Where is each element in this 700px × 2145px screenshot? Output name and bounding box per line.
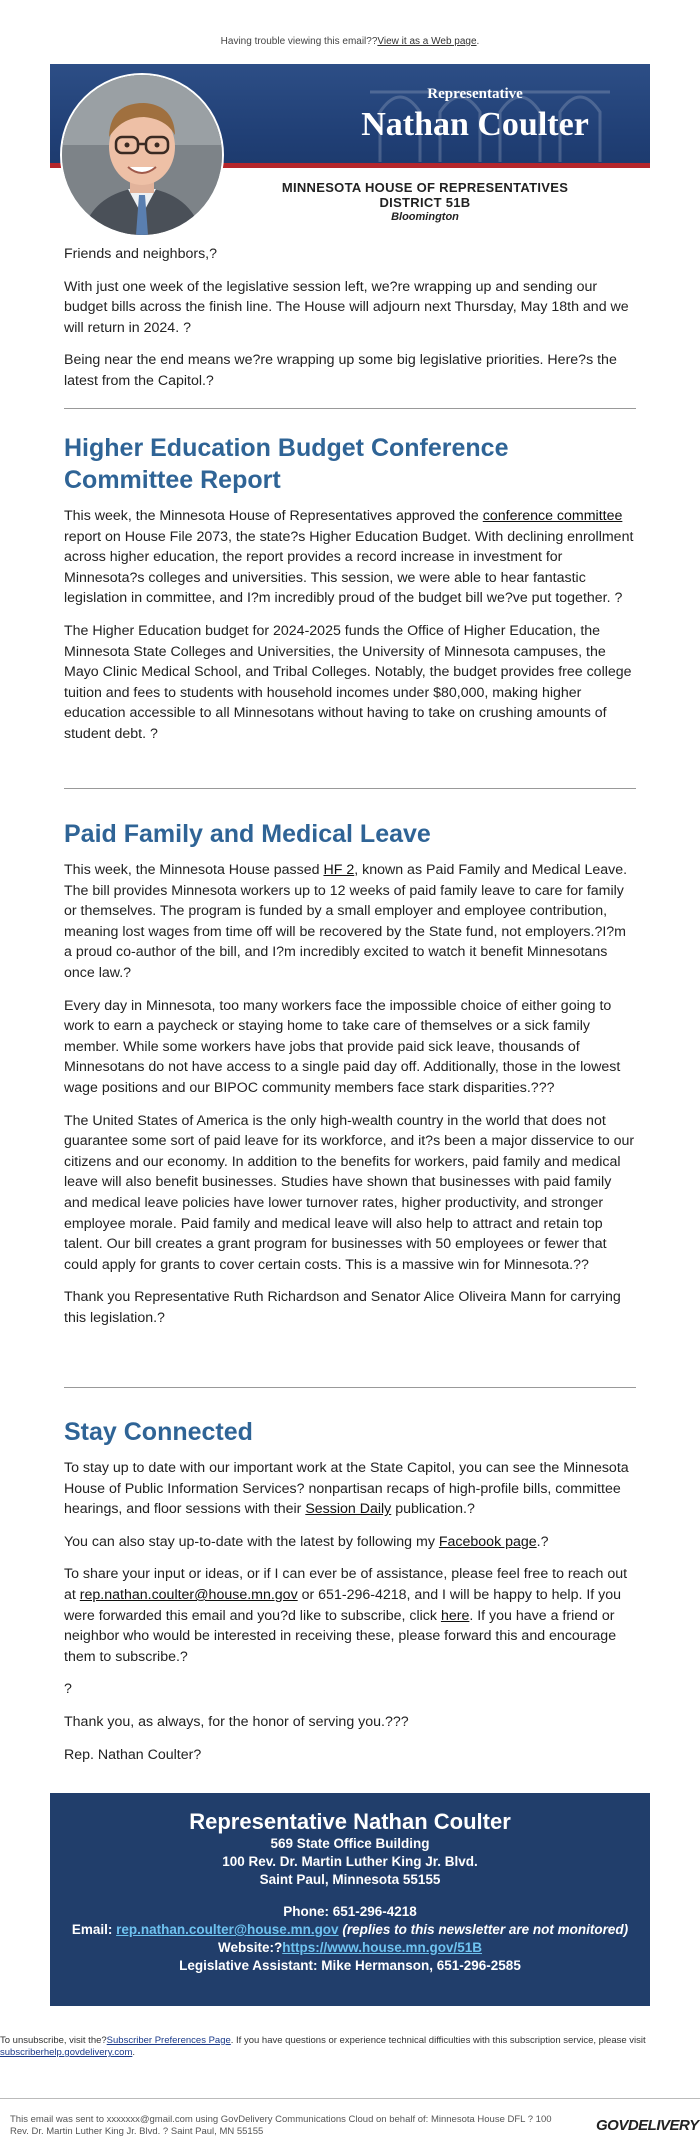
- govdelivery-logo[interactable]: GOVDELIVERY: [596, 2117, 699, 2134]
- subscriber-help-link[interactable]: subscriberhelp.govdelivery.com: [0, 2047, 133, 2058]
- subscriber-preferences-link[interactable]: Subscriber Preferences Page: [106, 2035, 231, 2046]
- sent-to-note: This email was sent to xxxxxxx@gmail.com using GovDelivery Communications Cloud on behalf of: Minnesota House DFL ? 100 Rev. Dr. Martin Luther King Jr. Blvd. ? Saint Paul, MN 55155: [10, 2114, 552, 2137]
- footer-address-2: 100 Rev. Dr. Martin Luther King Jr. Blvd.: [222, 1854, 478, 1869]
- view-online-suffix: .: [476, 36, 480, 47]
- section-title-paid-leave: Paid Family and Medical Leave: [64, 820, 431, 848]
- house-title: MINNESOTA HOUSE OF REPRESENTATIVES: [281, 180, 569, 195]
- session-daily-link[interactable]: Session Daily: [305, 1501, 392, 1518]
- higher-ed-section: [64, 432, 636, 757]
- intro-paragraph-1: With just one week of the legislative session left, we?re wrapping up and sending our budget bills across the finish line. The House will adjourn next Thursday, May 18th and we will return in 2024. ?: [64, 278, 629, 336]
- footer-website-line: Website:?https://www.house.mn.gov/51B: [217, 1940, 483, 1955]
- view-online-note: [0, 36, 700, 47]
- divider: [64, 788, 636, 789]
- divider: [64, 1387, 636, 1388]
- signature: Rep. Nathan Coulter?: [64, 1746, 202, 1763]
- stay-connected-paragraph-4: ?: [64, 1681, 72, 1698]
- representative-label: Representative: [427, 86, 523, 102]
- footer-email-link[interactable]: rep.nathan.coulter@house.mn.gov: [116, 1922, 339, 1937]
- hf2-link[interactable]: HF 2: [323, 862, 355, 878]
- section-title-higher-ed: Higher Education Budget Conference Committee Report: [64, 434, 509, 494]
- paid-leave-paragraph-3: The United States of America is the only high-wealth country in the world that does not guarantee some sort of paid leave for its workforce, and it?s been a major disservice to our citizens and our economy. In addition to the benefits for workers, paid family and medical leave will also benefit businesses. Studies have shown that businesses with paid family and medical leave policies have lower turnover rates, higher productivity, and stronger employee morale. Paid family and medical leave will also help to attract and retain top talent. Our bill creates a grant program for businesses with 50 employees or fewer that could apply for grants to cover certain costs. This is a massive win for Minnesota.??: [64, 1112, 635, 1273]
- intro-paragraph-2: Being near the end means we?re wrapping up some big legislative priorities. Here?s the latest from the Capitol.?: [64, 352, 617, 389]
- footer-website-link[interactable]: https://www.house.mn.gov/51B: [282, 1940, 483, 1955]
- footer-divider: [0, 2098, 700, 2099]
- closing-thanks: Thank you, as always, for the honor of serving you.???: [64, 1713, 409, 1730]
- conference-committee-link[interactable]: conference committee: [482, 508, 623, 524]
- paid-leave-paragraph-1: This week, the Minnesota House passed HF 2, known as Paid Family and Medical Leave. The bill provides Minnesota workers up to 12 weeks of paid family leave to care for family or themselves. The program is funded by a small employer and employee contribution, meaning lost wages from time off will be recovered by the State fund, not employers.?I?m a proud co-author of the bill, and I?m incredibly excited to watch it benefit Minnesotans once law.?: [64, 862, 628, 981]
- view-web-page-link[interactable]: View it as a Web page: [377, 36, 477, 47]
- contact-footer: [50, 1793, 650, 2006]
- subscribe-here-link[interactable]: here: [440, 1607, 470, 1624]
- unsubscribe-note: To unsubscribe, visit the?Subscriber Preferences Page. If you have questions or experience technical difficulties with this subscription service, please visit subscriberhelp.govdelivery.com.: [0, 2035, 646, 2058]
- divider: [64, 408, 636, 409]
- footer-email-line: Email: rep.nathan.coulter@house.mn.gov (replies to this newsletter are not monitored): [71, 1922, 629, 1937]
- view-online-text: Having trouble viewing this email??: [220, 36, 378, 47]
- contact-email-link[interactable]: rep.nathan.coulter@house.mn.gov: [79, 1586, 298, 1603]
- facebook-page-link[interactable]: Facebook page: [438, 1533, 537, 1550]
- footer-address-1: 569 State Office Building: [270, 1836, 430, 1851]
- footer-phone: Phone: 651-296-4218: [283, 1904, 417, 1919]
- stay-connected-paragraph-2: You can also stay up-to-date with the latest by following my Facebook page.?: [64, 1533, 549, 1550]
- footer-name: Representative Nathan Coulter: [189, 1809, 511, 1834]
- intro-section: [64, 244, 636, 404]
- paid-leave-paragraph-4: Thank you Representative Ruth Richardson and Senator Alice Oliveira Mann for carrying this legislation.?: [64, 1289, 621, 1326]
- stay-connected-paragraph-3: To share your input or ideas, or if I can ever be of assistance, please feel free to reach out at rep.nathan.coulter@house.mn.gov or 651-296-4218, and I will be happy to help. If you were forwarded this email and you?d like to subscribe, click here. If you have a friend or neighbor who would be interested in receiving these, please forward this and encourage them to subscribe.?: [64, 1566, 628, 1665]
- footer-assistant: Legislative Assistant: Mike Hermanson, 651-296-2585: [179, 1958, 521, 1973]
- footer-email-note: (replies to this newsletter are not monitored): [338, 1922, 629, 1937]
- paid-leave-section: [64, 818, 636, 1340]
- stay-connected-section: [64, 1416, 636, 1777]
- higher-ed-paragraph-2: The Higher Education budget for 2024-2025 funds the Office of Higher Education, the Minnesota State Colleges and Universities, the University of Minnesota campuses, the Mayo Clinic Medical School, and Tribal Colleges. Notably, the budget provides free college tuition and fees to students with household incomes under $80,000, making higher education accessible to all Minnesotans without having to take on crushing amounts of student debt. ?: [64, 622, 632, 742]
- paid-leave-paragraph-2: Every day in Minnesota, too many workers face the impossible choice of either going to work to earn a paycheck or staying home to take care of themselves or a sick family member. While some workers have jobs that provide paid sick leave, thousands of Minnesotans do not have access to a single paid day off. Additionally, those in the lowest wage positions and our BIPOC community members face stark disparities.???: [64, 997, 621, 1096]
- higher-ed-paragraph-1: This week, the Minnesota House of Representatives approved the conference committee report on House File 2073, the state?s Higher Education Budget. With declining enrollment across higher education, the report provides a record increase in investment for Minnesota?s colleges and universities. This session, we were able to hear fantastic legislation in committee, and I?m incredibly proud of the budget bill we?ve put together. ?: [64, 508, 634, 607]
- section-title-stay-connected: Stay Connected: [64, 1418, 253, 1446]
- district-number: DISTRICT 51B: [379, 195, 471, 210]
- stay-connected-paragraph-1: To stay up to date with our important work at the State Capitol, you can see the Minnesota House of Public Information Services? nonpartisan recaps of high-profile bills, committee hearings, and floor sessions with their Session Daily publication.?: [64, 1460, 629, 1518]
- representative-name: Nathan Coulter: [361, 106, 589, 143]
- representative-portrait: [60, 73, 224, 237]
- footer-address-3: Saint Paul, Minnesota 55155: [259, 1872, 441, 1887]
- portrait-image: [62, 75, 222, 235]
- greeting: Friends and neighbors,?: [64, 246, 218, 262]
- district-city: Bloomington: [391, 211, 459, 223]
- district-info: [250, 180, 600, 224]
